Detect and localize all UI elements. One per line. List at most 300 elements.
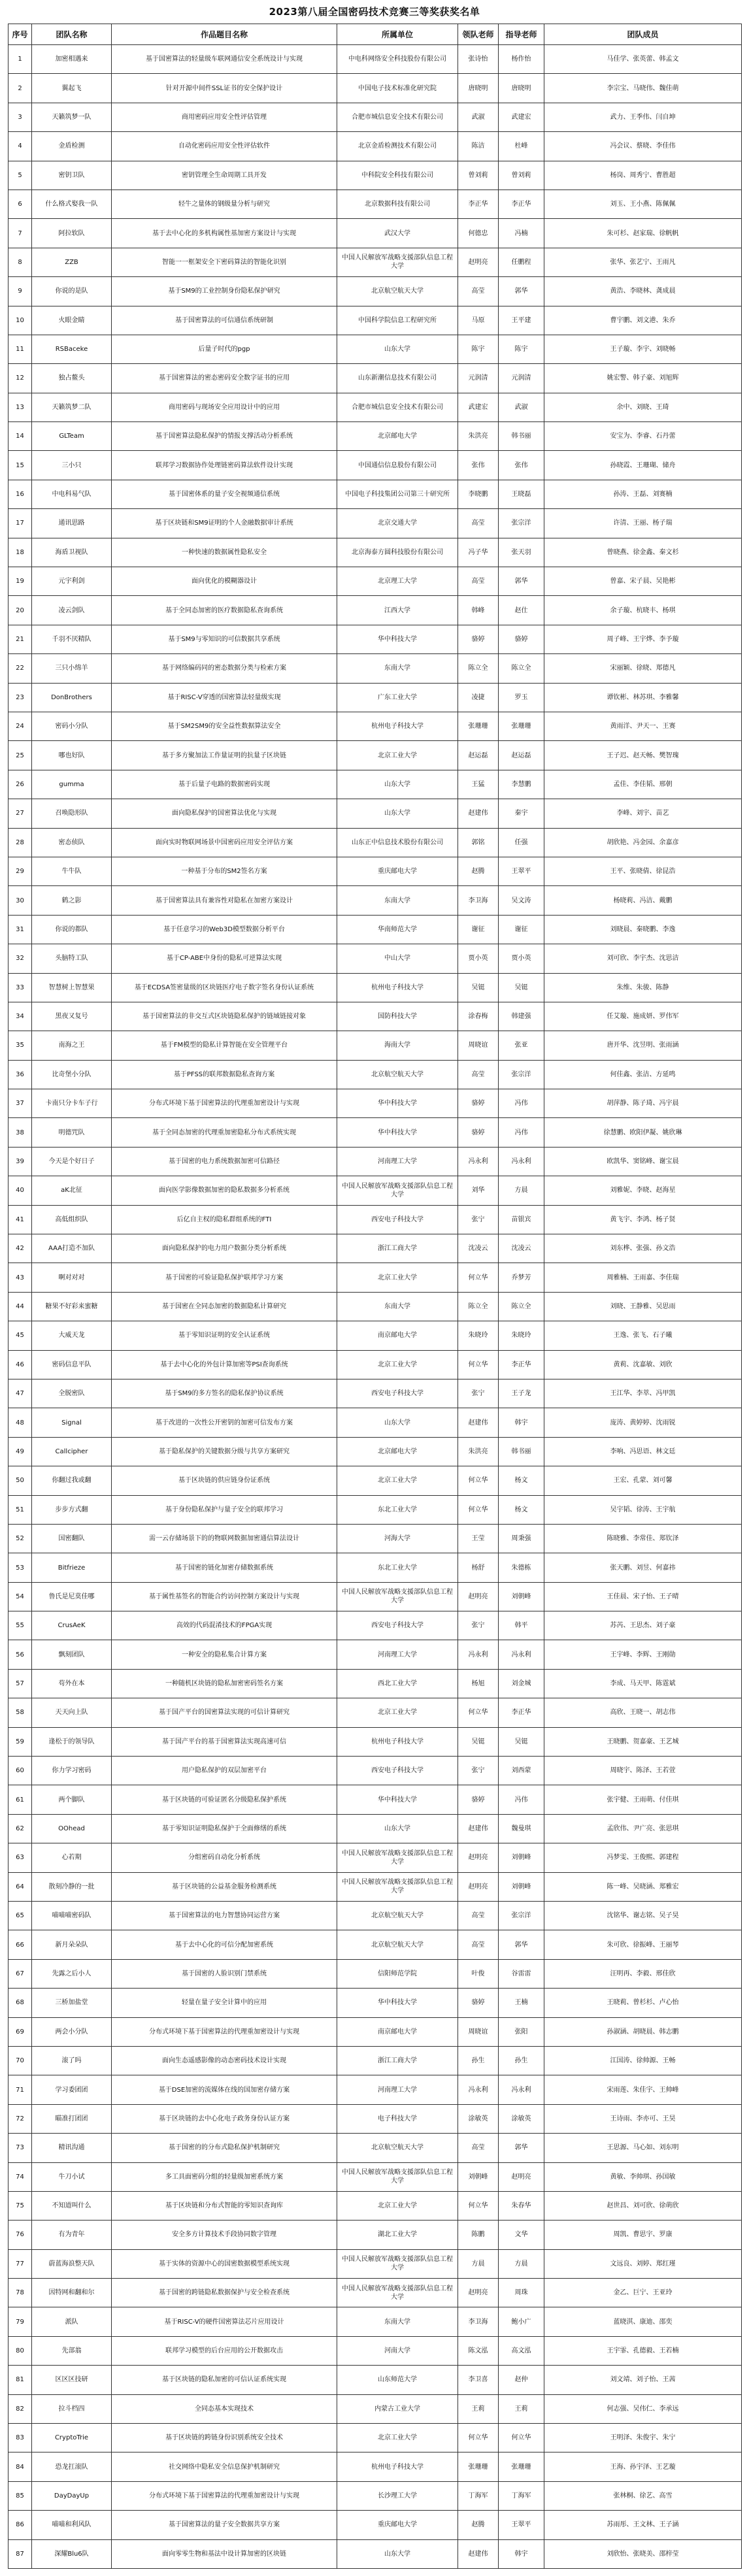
cell-members: 陈晓雅、李常佳、郑钦泽 <box>544 1524 742 1553</box>
cell-members: 苏雨彤、王文林、王子涵 <box>544 2511 742 2539</box>
cell-members: 张华、张艺宁、王雨凡 <box>544 248 742 276</box>
cell-advisor: 郭华 <box>499 567 544 596</box>
cell-project-title: 基于隐私保护的关键数据分级与共享方案研究 <box>112 1437 337 1466</box>
cell-affiliation: 中国人民解放军战略支援部队信息工程大学 <box>337 2249 458 2278</box>
table-row <box>8 2279 742 2307</box>
cell-team-name: CryptoTrie <box>32 2424 112 2452</box>
cell-affiliation: 中国科学院信息工程研究所 <box>337 306 458 335</box>
cell-serial: 5 <box>8 161 32 190</box>
cell-serial: 14 <box>8 422 32 451</box>
cell-affiliation: 山东大学 <box>337 2539 458 2568</box>
cell-team-name: 国密翻队 <box>32 1524 112 1553</box>
cell-team-name: 千羽不厌精队 <box>32 625 112 653</box>
cell-affiliation: 北京工业大学 <box>337 741 458 770</box>
cell-affiliation: 南京邮电大学 <box>337 1321 458 1350</box>
cell-affiliation: 北京金盾检测技术有限公司 <box>337 132 458 161</box>
cell-advisor: 骆婷 <box>499 625 544 653</box>
cell-affiliation: 中国通信信息股份有限公司 <box>337 451 458 480</box>
table-row <box>8 2452 742 2481</box>
cell-serial: 55 <box>8 1611 32 1640</box>
cell-leader: 赵建伟 <box>458 799 499 828</box>
cell-project-title: 商用密码应用安全性评估管理 <box>112 103 337 131</box>
cell-team-name: 喵喵和利风队 <box>32 2511 112 2539</box>
cell-advisor: 张宗洋 <box>499 509 544 538</box>
cell-members: 唐开华、沈昱明、张雨涵 <box>544 1031 742 1060</box>
cell-serial: 40 <box>8 1176 32 1205</box>
cell-serial: 52 <box>8 1524 32 1553</box>
cell-advisor: 韩书丽 <box>499 1437 544 1466</box>
table-row <box>8 654 742 683</box>
cell-members: 冯梦雯、王俊熙、郭建程 <box>544 1843 742 1872</box>
cell-project-title: 针对开源中间件SSL证书的安全保护设计 <box>112 74 337 103</box>
cell-members: 刘文靖、刘子怡、王茜 <box>544 2366 742 2394</box>
cell-leader: 涂春梅 <box>458 1002 499 1031</box>
cell-team-name: 南海之王 <box>32 1031 112 1060</box>
cell-serial: 4 <box>8 132 32 161</box>
table-row <box>8 857 742 885</box>
cell-leader: 丁海军 <box>458 2481 499 2510</box>
table-row <box>8 1785 742 1814</box>
cell-affiliation: 西安电子科技大学 <box>337 1205 458 1234</box>
cell-leader: 吴铤 <box>458 1727 499 1756</box>
cell-members: 宋雨莲、朱佳宇、王帅峰 <box>544 2075 742 2104</box>
cell-project-title: 面向医学影像数据加密的隐私数据多分析系统 <box>112 1176 337 1205</box>
table-row <box>8 770 742 799</box>
cell-serial: 56 <box>8 1640 32 1669</box>
cell-serial: 82 <box>8 2394 32 2423</box>
cell-advisor: 王翠平 <box>499 857 544 885</box>
cell-members: 江国涛、徐帅源、王畅 <box>544 2046 742 2075</box>
cell-advisor: 冯楠 <box>499 219 544 248</box>
cell-team-name: 比奇堡小分队 <box>32 1060 112 1089</box>
cell-serial: 86 <box>8 2511 32 2539</box>
cell-leader: 何立华 <box>458 1495 499 1524</box>
cell-members: 王宏、孔蒙、刘可馨 <box>544 1466 742 1495</box>
cell-leader: 李卫喜 <box>458 2366 499 2394</box>
cell-advisor: 秦宇 <box>499 799 544 828</box>
cell-advisor: 冯伟 <box>499 1089 544 1118</box>
cell-leader: 朱洪亮 <box>458 1437 499 1466</box>
table-row <box>8 1698 742 1727</box>
cell-members: 王江华、李萃、冯甲凯 <box>544 1379 742 1408</box>
table-row <box>8 1611 742 1640</box>
cell-leader: 赵明亮 <box>458 1843 499 1872</box>
table-row <box>8 625 742 653</box>
cell-serial: 47 <box>8 1379 32 1408</box>
cell-leader: 武建宏 <box>458 393 499 421</box>
cell-serial: 53 <box>8 1553 32 1582</box>
cell-advisor: 任鹏程 <box>499 248 544 276</box>
cell-members: 金乙、巨宁、王亚玲 <box>544 2279 742 2307</box>
cell-advisor: 李正华 <box>499 1698 544 1727</box>
cell-advisor: 文华 <box>499 2221 544 2249</box>
cell-affiliation: 北京海泰方圆科技股份有限公司 <box>337 538 458 567</box>
cell-team-name: 鲁氏是尼莫佳哪 <box>32 1582 112 1611</box>
cell-project-title: 基于SM9的工业控制身份隐私保护研究 <box>112 277 337 306</box>
cell-leader: 高莹 <box>458 277 499 306</box>
table-row <box>8 1902 742 1930</box>
cell-members: 高欣、王晓一、胡志伟 <box>544 1698 742 1727</box>
cell-project-title: 基于国产平台的国密算法实现的可信计算研究 <box>112 1698 337 1727</box>
cell-serial: 19 <box>8 567 32 596</box>
cell-advisor: 陈宇 <box>499 335 544 363</box>
cell-affiliation: 东南大学 <box>337 886 458 915</box>
cell-team-name: 你说的都队 <box>32 915 112 944</box>
cell-team-name: 中电科易气队 <box>32 480 112 508</box>
cell-project-title: 基于去中心化的多机构属性基加密方案设计与实现 <box>112 219 337 248</box>
cell-advisor: 王楠 <box>499 1989 544 2017</box>
cell-serial: 18 <box>8 538 32 567</box>
cell-members: 刘欣怡、张晓美、邵梓莹 <box>544 2539 742 2568</box>
cell-affiliation: 河南理工大学 <box>337 1640 458 1669</box>
cell-advisor: 吴文涛 <box>499 886 544 915</box>
cell-serial: 41 <box>8 1205 32 1234</box>
cell-members: 孙淑涵、胡晓晨、韩志鹏 <box>544 2017 742 2046</box>
cell-team-name: 金盾检测 <box>32 132 112 161</box>
cell-leader: 赵腾 <box>458 2511 499 2539</box>
table-row <box>8 2191 742 2220</box>
cell-affiliation: 北京交通大学 <box>337 509 458 538</box>
cell-team-name: 头脑特工队 <box>32 944 112 973</box>
cell-affiliation: 中国人民解放军战略支援部队信息工程大学 <box>337 1872 458 1901</box>
cell-advisor: 冯伟 <box>499 1118 544 1147</box>
cell-affiliation: 信阳师范学院 <box>337 1959 458 1988</box>
table-row <box>8 480 742 508</box>
cell-team-name: 牛刀小试 <box>32 2162 112 2191</box>
cell-serial: 24 <box>8 712 32 740</box>
table-row <box>8 2481 742 2510</box>
cell-serial: 31 <box>8 915 32 944</box>
cell-team-name: 元宇利剑 <box>32 567 112 596</box>
cell-advisor: 王子龙 <box>499 1379 544 1408</box>
table-row <box>8 422 742 451</box>
cell-serial: 32 <box>8 944 32 973</box>
cell-serial: 49 <box>8 1437 32 1466</box>
table-row <box>8 1989 742 2017</box>
cell-leader: 高莹 <box>458 1902 499 1930</box>
cell-members: 何佳鑫、张洁、方延鸣 <box>544 1060 742 1089</box>
cell-affiliation: 浙江工商大学 <box>337 2046 458 2075</box>
cell-leader: 张宁 <box>458 1205 499 1234</box>
cell-leader: 唐晓明 <box>458 74 499 103</box>
cell-members: 黄飞宇、李鸿、杨子贤 <box>544 1205 742 1234</box>
cell-project-title: 基于国密算法的可信通信系统研制 <box>112 306 337 335</box>
cell-leader: 谢征 <box>458 915 499 944</box>
header-team-name: 团队名称 <box>32 24 112 45</box>
cell-project-title: 基于ECDSA签密量级的区块链医疗电子数字签名身份认证系统 <box>112 973 337 1002</box>
cell-leader: 何立华 <box>458 1698 499 1727</box>
cell-affiliation: 山东大学 <box>337 1408 458 1437</box>
table-row <box>8 248 742 276</box>
cell-affiliation: 北京航空航天大学 <box>337 1060 458 1089</box>
cell-leader: 陈文泓 <box>458 2336 499 2365</box>
cell-leader: 张珊珊 <box>458 712 499 740</box>
cell-team-name: 高低组织队 <box>32 1205 112 1234</box>
cell-team-name: 鹤之影 <box>32 886 112 915</box>
cell-project-title: 基于全同态加密的医疗数据隐私查询系统 <box>112 596 337 625</box>
cell-team-name: 不知道叫什么 <box>32 2191 112 2220</box>
table-row <box>8 1379 742 1408</box>
cell-members: 陈一峰、吴晓涵、郑雅宏 <box>544 1872 742 1901</box>
table-row <box>8 1321 742 1350</box>
cell-leader: 何立华 <box>458 2424 499 2452</box>
cell-team-name: 海盾卫视队 <box>32 538 112 567</box>
cell-leader: 骆婷 <box>458 1785 499 1814</box>
cell-members: 姚宏警、韩子豪、刘旭辉 <box>544 364 742 393</box>
cell-advisor: 张珊珊 <box>499 2452 544 2481</box>
cell-leader: 周晓谊 <box>458 2017 499 2046</box>
cell-project-title: 基于SM9的多方签名的隐私保护协议系统 <box>112 1379 337 1408</box>
cell-affiliation: 南京邮电大学 <box>337 2017 458 2046</box>
cell-project-title: 用户隐私保护的双层加密平台 <box>112 1757 337 1785</box>
cell-affiliation: 北京工业大学 <box>337 1263 458 1292</box>
cell-advisor: 周珠 <box>499 2279 544 2307</box>
cell-advisor: 苗银宾 <box>499 1205 544 1234</box>
cell-advisor: 吴铤 <box>499 1727 544 1756</box>
cell-leader: 陈宇 <box>458 335 499 363</box>
cell-team-name: 飘刻团队 <box>32 1640 112 1669</box>
cell-advisor: 丁海军 <box>499 2481 544 2510</box>
cell-advisor: 何立华 <box>499 2424 544 2452</box>
cell-affiliation: 中国人民解放军战略支援部队信息工程大学 <box>337 1843 458 1872</box>
table-row <box>8 886 742 915</box>
cell-leader: 高莹 <box>458 509 499 538</box>
cell-serial: 85 <box>8 2481 32 2510</box>
cell-serial: 61 <box>8 1785 32 1814</box>
cell-advisor: 刘金城 <box>499 1669 544 1698</box>
cell-advisor: 方晨 <box>499 2249 544 2278</box>
table-row <box>8 1263 742 1292</box>
cell-serial: 45 <box>8 1321 32 1350</box>
cell-advisor: 韩平 <box>499 1611 544 1640</box>
cell-affiliation: 河南理工大学 <box>337 2075 458 2104</box>
table-row <box>8 45 742 74</box>
cell-project-title: 基于区块链和分布式智能的零知识查询库 <box>112 2191 337 2220</box>
cell-members: 黄雨洋、尹天一、王赛 <box>544 712 742 740</box>
cell-serial: 83 <box>8 2424 32 2452</box>
cell-affiliation: 杭州电子科技大学 <box>337 712 458 740</box>
cell-members: 王佳晨、宋子怡、王子晴 <box>544 1582 742 1611</box>
cell-affiliation: 北京工业大学 <box>337 2191 458 2220</box>
cell-team-name: Callcipher <box>32 1437 112 1466</box>
cell-project-title: 安全多方计算技术手段协同数字管理 <box>112 2221 337 2249</box>
cell-serial: 36 <box>8 1060 32 1089</box>
table-row <box>8 1843 742 1872</box>
cell-team-name: 你力学习密码 <box>32 1757 112 1785</box>
cell-serial: 62 <box>8 1814 32 1843</box>
cell-members: 杨岗、周秀宁、曹胜超 <box>544 161 742 190</box>
table-header <box>8 24 742 45</box>
cell-leader: 骆婷 <box>458 1089 499 1118</box>
cell-team-name: AAA打造不加队 <box>32 1234 112 1263</box>
table-row <box>8 2017 742 2046</box>
cell-affiliation: 华中科技大学 <box>337 1089 458 1118</box>
cell-team-name: 密钥卫队 <box>32 161 112 190</box>
cell-advisor: 冯伟 <box>499 1785 544 1814</box>
table-row <box>8 74 742 103</box>
cell-members: 苏芮、王思杰、刘子豪 <box>544 1611 742 1640</box>
cell-serial: 54 <box>8 1582 32 1611</box>
table-row <box>8 973 742 1002</box>
cell-serial: 16 <box>8 480 32 508</box>
cell-project-title: 基于国密在全同态加密的数据隐私计算研究 <box>112 1292 337 1321</box>
cell-project-title: 多工具面密码分组的轻量级加密系统方案 <box>112 2162 337 2191</box>
cell-advisor: 李正华 <box>499 190 544 218</box>
table-row <box>8 1002 742 1031</box>
cell-advisor: 韩宇 <box>499 1408 544 1437</box>
cell-project-title: 基于国密的链化加密存储数据系统 <box>112 1553 337 1582</box>
cell-project-title: 智能一一框架安全下密码算法的智能化识别 <box>112 248 337 276</box>
cell-members: 宋丽颖、徐晓、郑德凡 <box>544 654 742 683</box>
cell-serial: 26 <box>8 770 32 799</box>
cell-project-title: 基于国密算法的非交互式区块链隐私保护的链域链接对象 <box>112 1002 337 1031</box>
cell-members: 杨晓莉、冯洁、戴鹏 <box>544 886 742 915</box>
cell-project-title: 基于国密算法的量子安全数据共享方案 <box>112 2511 337 2539</box>
cell-project-title: 基于FM模型的隐私计算智能在安全管理平台 <box>112 1031 337 1060</box>
cell-leader: 沈凌云 <box>458 1234 499 1263</box>
cell-leader: 赵建伟 <box>458 1408 499 1437</box>
cell-affiliation: 西安电子科技大学 <box>337 1757 458 1785</box>
cell-team-name: DonBrothers <box>32 683 112 712</box>
table-row <box>8 190 742 218</box>
cell-advisor: 唐晓明 <box>499 74 544 103</box>
cell-project-title: 基于去中心化的外包计算加密等PSI查询系统 <box>112 1350 337 1379</box>
cell-advisor: 王晓磊 <box>499 480 544 508</box>
cell-leader: 王莹 <box>458 1524 499 1553</box>
table-row <box>8 335 742 363</box>
table-row <box>8 2539 742 2568</box>
cell-members: 李宗宝、马晓伟、魏佳萌 <box>544 74 742 103</box>
cell-project-title: 基于国密的可验证隐私保护联邦学习方案 <box>112 1263 337 1292</box>
table-row <box>8 741 742 770</box>
cell-project-title: 密钥管理全生命周期工具开发 <box>112 161 337 190</box>
cell-members: 刘玉、王小燕、陈佩佩 <box>544 190 742 218</box>
table-row <box>8 1292 742 1321</box>
cell-project-title: 分布式环境下基于国密算法的代理重加密设计与实现 <box>112 2481 337 2510</box>
cell-project-title: 轻量在量子安全计算中的应用 <box>112 1989 337 2017</box>
cell-project-title: 面向隐私保护的电力用户数据分类分析系统 <box>112 1234 337 1263</box>
cell-leader: 陈立全 <box>458 1292 499 1321</box>
cell-advisor: 冯永利 <box>499 1640 544 1669</box>
table-row <box>8 1757 742 1785</box>
cell-leader: 张诗怡 <box>458 45 499 74</box>
cell-affiliation: 中国电子技术标准化研究院 <box>337 74 458 103</box>
table-row <box>8 1930 742 1959</box>
cell-affiliation: 江西大学 <box>337 596 458 625</box>
cell-serial: 81 <box>8 2366 32 2394</box>
cell-advisor: 朱德栋 <box>499 1553 544 1582</box>
cell-members: 李峰、刘宇、苗艺 <box>544 799 742 828</box>
cell-serial: 71 <box>8 2075 32 2104</box>
cell-affiliation: 河南大学 <box>337 2336 458 2365</box>
cell-team-name: RSBaceke <box>32 335 112 363</box>
cell-leader: 孙生 <box>458 2046 499 2075</box>
cell-advisor: 谷雷雷 <box>499 1959 544 1988</box>
cell-affiliation: 海南大学 <box>337 1031 458 1060</box>
cell-team-name: 瞄准打团团 <box>32 2104 112 2133</box>
cell-advisor: 刘朝峰 <box>499 1872 544 1901</box>
cell-affiliation: 北京理工大学 <box>337 567 458 596</box>
cell-leader: 高莹 <box>458 2134 499 2162</box>
cell-serial: 13 <box>8 393 32 421</box>
cell-affiliation: 武汉大学 <box>337 219 458 248</box>
cell-advisor: 赵明亮 <box>499 2162 544 2191</box>
cell-team-name: 全脱密队 <box>32 1379 112 1408</box>
cell-serial: 6 <box>8 190 32 218</box>
table-row <box>8 1495 742 1524</box>
cell-serial: 37 <box>8 1089 32 1118</box>
cell-project-title: 基于国密的的分布式隐私保护机制研究 <box>112 2134 337 2162</box>
cell-serial: 65 <box>8 1902 32 1930</box>
cell-advisor: 朱春华 <box>499 2191 544 2220</box>
cell-serial: 43 <box>8 1263 32 1292</box>
table-row <box>8 683 742 712</box>
cell-serial: 33 <box>8 973 32 1002</box>
cell-serial: 76 <box>8 2221 32 2249</box>
cell-project-title: 面向生态遥感影像的动态密码技术设计实现 <box>112 2046 337 2075</box>
cell-team-name: 深耀Blu6队 <box>32 2539 112 2568</box>
cell-leader: 郭铭 <box>458 828 499 857</box>
cell-leader: 武淑 <box>458 103 499 131</box>
cell-project-title: 后亿自主权的隐私群组系统的FTI <box>112 1205 337 1234</box>
cell-leader: 骆婷 <box>458 625 499 653</box>
cell-leader: 张伟 <box>458 451 499 480</box>
cell-serial: 35 <box>8 1031 32 1060</box>
cell-project-title: 全同态基本实现技术 <box>112 2394 337 2423</box>
cell-project-title: 基于去中心化的可信分配加密系统 <box>112 1930 337 1959</box>
cell-members: 曹宇鹏、刘文港、朱乔 <box>544 306 742 335</box>
table-row <box>8 712 742 740</box>
cell-members: 朱可欣、徐振峰、王丽琴 <box>544 1930 742 1959</box>
table-row <box>8 393 742 421</box>
cell-members: 刘晓、王静雅、吴思雨 <box>544 1292 742 1321</box>
header-row <box>8 24 742 45</box>
cell-team-name: 学习委团团 <box>32 2075 112 2104</box>
cell-affiliation: 山东师范大学 <box>337 2366 458 2394</box>
cell-affiliation: 中国人民解放军战略支援部队信息工程大学 <box>337 248 458 276</box>
cell-project-title: 基于网络编码同的密态数据分类与检索方案 <box>112 654 337 683</box>
cell-affiliation: 北京工业大学 <box>337 1698 458 1727</box>
cell-affiliation: 东南大学 <box>337 2307 458 2336</box>
cell-advisor: 杨文 <box>499 1495 544 1524</box>
cell-members: 庞涛、黄婷婷、沈雨锐 <box>544 1408 742 1437</box>
cell-project-title: 分布式环境下基于国密算法的代理重加密设计与实现 <box>112 1089 337 1118</box>
table-row <box>8 1466 742 1495</box>
cell-leader: 刘华 <box>458 1176 499 1205</box>
cell-project-title: 基于区块链的隐私加密的可信认证系统实现 <box>112 2366 337 2394</box>
cell-team-name: DayDayUp <box>32 2481 112 2510</box>
cell-team-name: 阿拉软队 <box>32 219 112 248</box>
table-row <box>8 1031 742 1060</box>
cell-serial: 11 <box>8 335 32 363</box>
cell-leader: 陈洁 <box>458 132 499 161</box>
cell-leader: 张宁 <box>458 1379 499 1408</box>
cell-team-name: 卡南只分卡车子行 <box>32 1089 112 1118</box>
table-row <box>8 1959 742 1988</box>
table-row <box>8 596 742 625</box>
cell-advisor: 谢征 <box>499 915 544 944</box>
cell-leader: 李正华 <box>458 190 499 218</box>
cell-affiliation: 北京数据科技有限公司 <box>337 190 458 218</box>
cell-team-name: 天天向上队 <box>32 1698 112 1727</box>
cell-serial: 38 <box>8 1118 32 1147</box>
cell-leader: 涂敏英 <box>458 2104 499 2133</box>
cell-advisor: 贾小英 <box>499 944 544 973</box>
cell-serial: 66 <box>8 1930 32 1959</box>
header-leader: 领队老师 <box>458 24 499 45</box>
cell-serial: 12 <box>8 364 32 393</box>
cell-members: 孙涛、王磊、刘赛楠 <box>544 480 742 508</box>
